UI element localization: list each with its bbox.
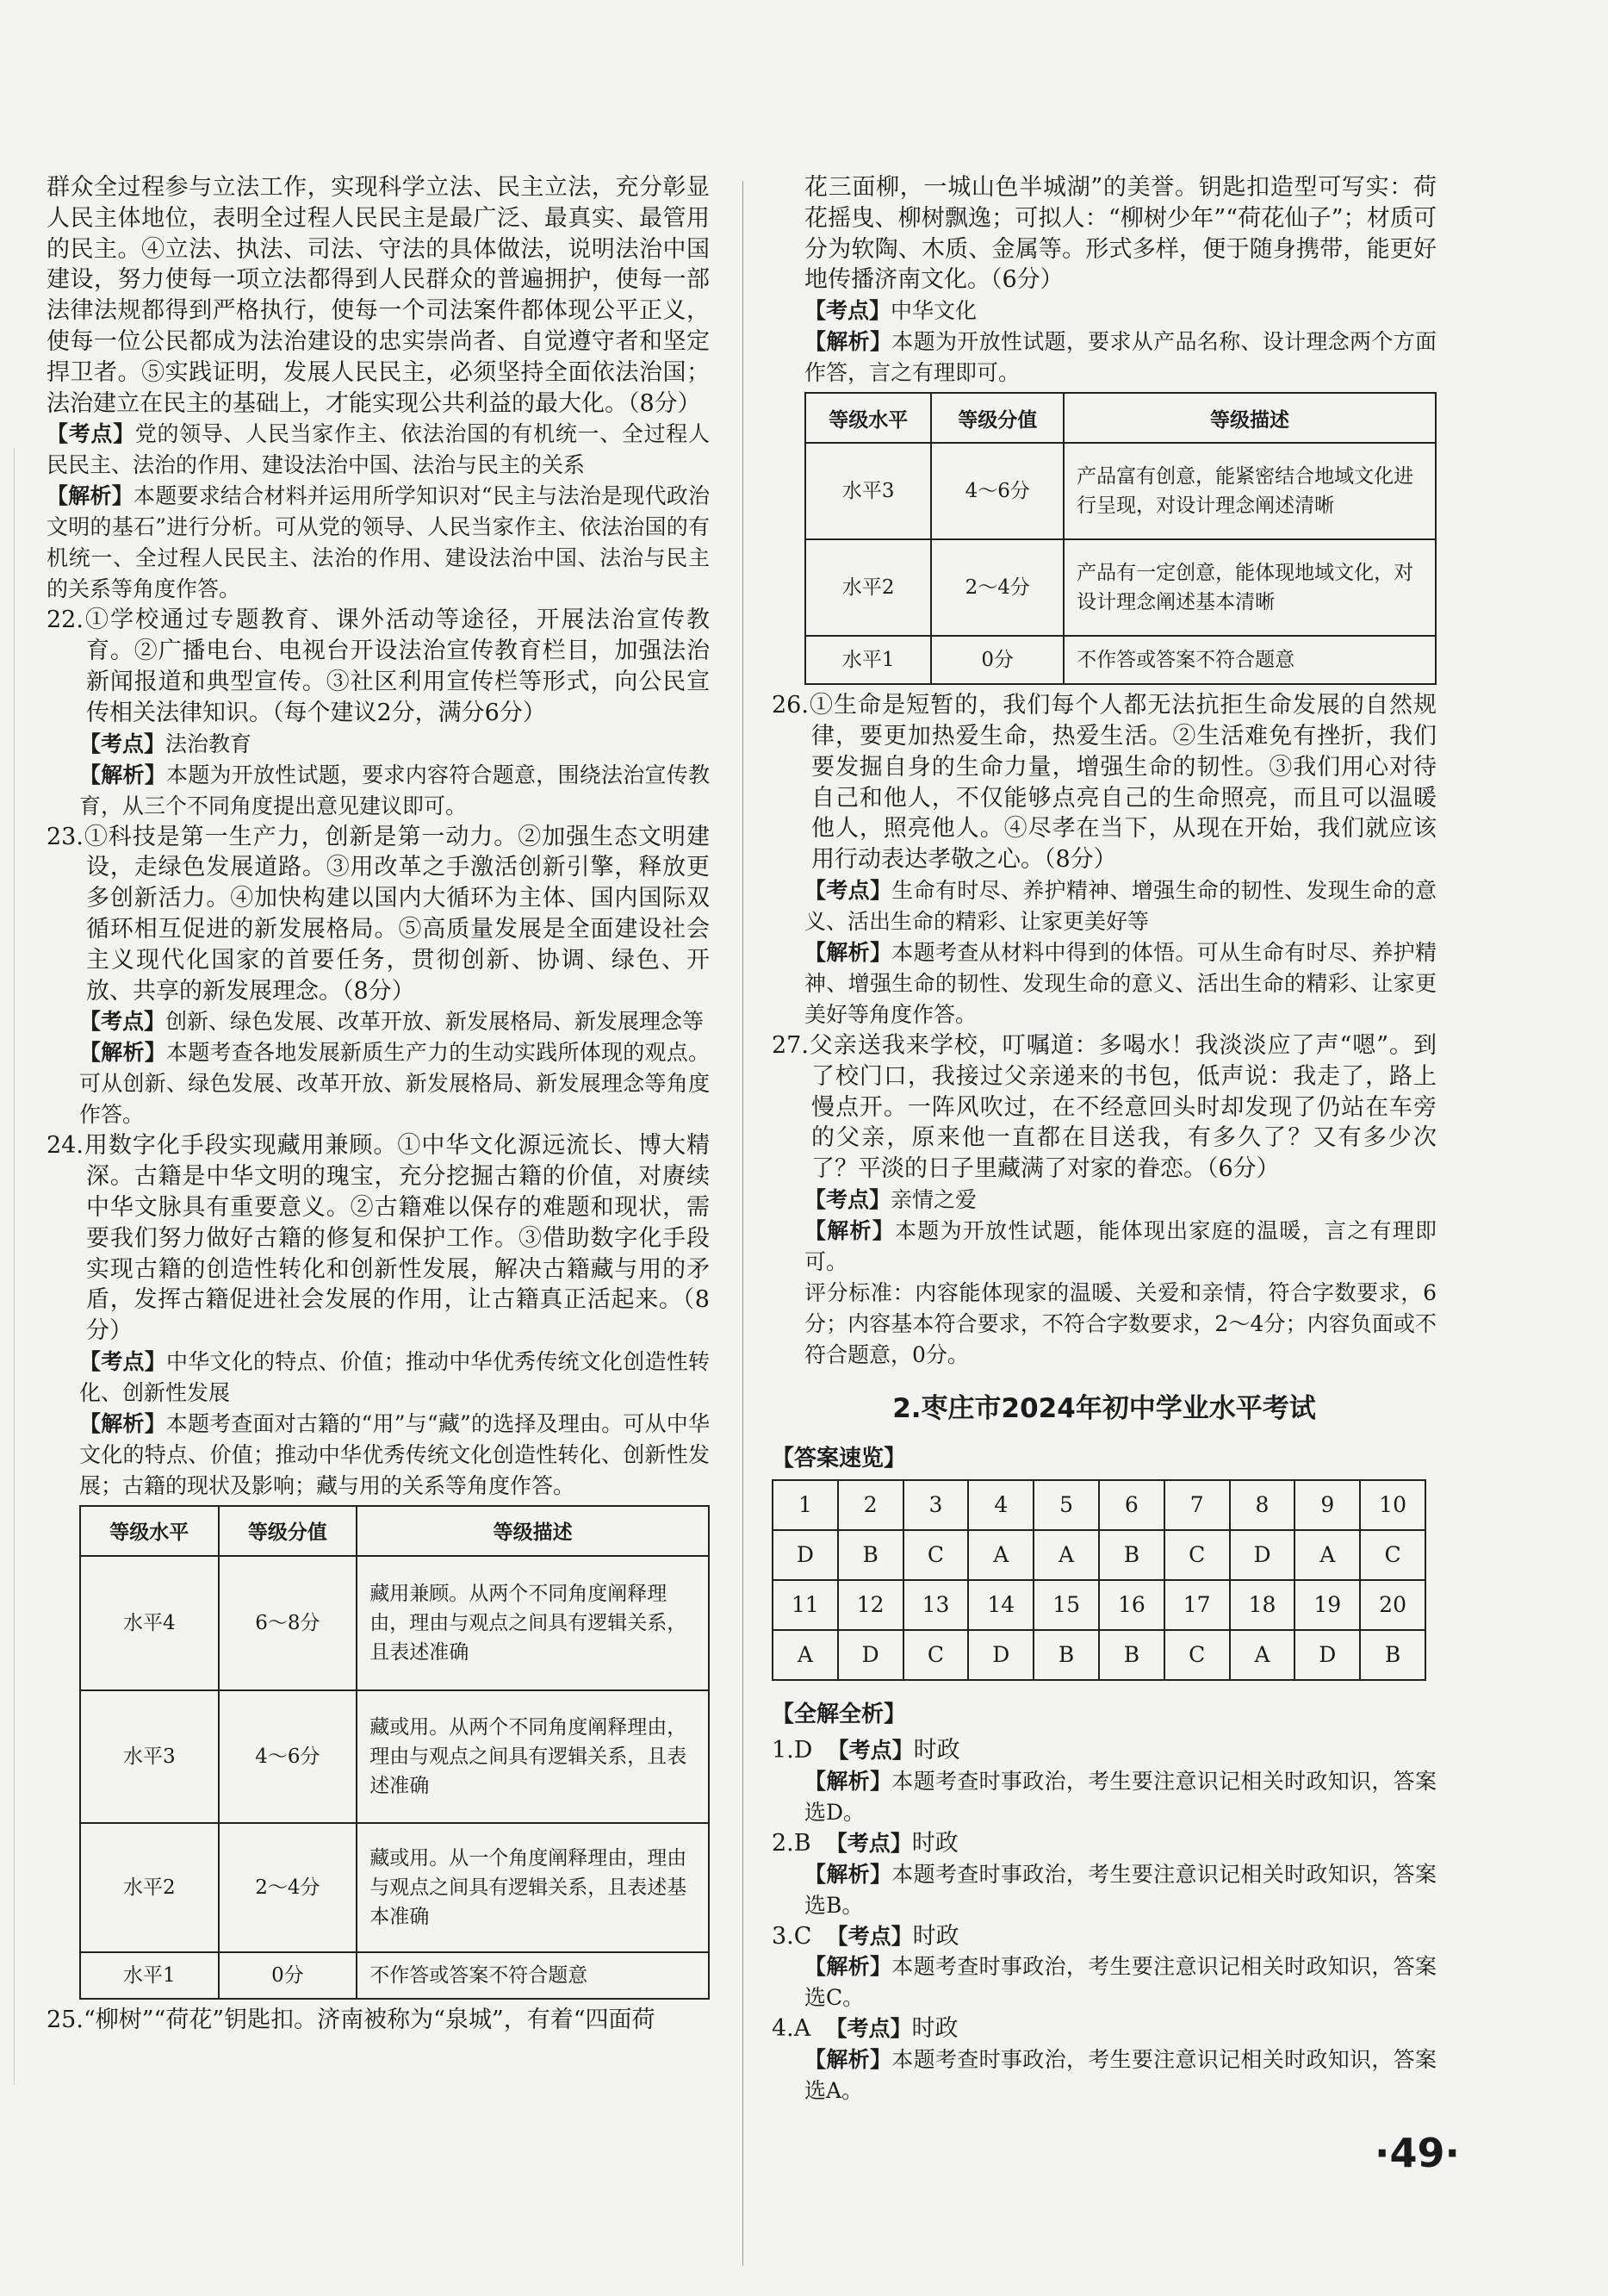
page-edge-line [14, 448, 15, 2085]
table-header: 等级描述 [357, 1506, 709, 1556]
table-row [805, 636, 1436, 684]
answer-letter: A [968, 1530, 1034, 1580]
q26-answer: 26.①生命是短暂的，我们每个人都无法抗拒生命发展的自然规律，要更加热爱生命，热爱生活。②生活难免有挫折，我们要发掘自身的生命力量，增强生命的韧性。③我们用心对待自己和他人，不仅能够点亮自己的生命照亮，而且可以温暖他人，照亮他人。④尽孝在当下，从现在开始，我们就应该用行动表达孝敬之心。（8分） [772, 692, 1437, 874]
jiexi-label: 【解析】 [79, 762, 166, 787]
question-number: 3 [903, 1480, 969, 1530]
q27-scoring: 评分标准：内容能体现家的温暖、关爱和亲情，符合字数要求，6分；内容基本符合要求，不符合字数要求，2～4分；内容负面或不符合题意，0分。 [804, 1279, 1437, 1367]
table-header: 等级水平 [805, 393, 931, 443]
table-header: 等级描述 [1064, 393, 1436, 443]
kaodian-label: 【考点】 [79, 1348, 166, 1374]
answer-letter: D [1294, 1630, 1360, 1680]
kaodian-label: 【考点】 [825, 1830, 912, 1856]
kaodian-label: 【考点】 [79, 731, 166, 756]
jiexi-label: 【解析】 [804, 1217, 896, 1243]
question-number: 8 [1230, 1480, 1295, 1530]
q22-kaodian [47, 729, 710, 760]
answer-letter: A [1230, 1630, 1295, 1680]
jiexi-label: 【解析】 [79, 1040, 166, 1066]
question-number: 10 [1360, 1480, 1425, 1530]
q23-answer: 23.①科技是第一生产力，创新是第一动力。②加强生态文明建设，走绿色发展道路。③用改革之手激活创新引擎，释放更多创新活力。④加快构建以国内大循环为主体、国内国际双循环相互促进的新发展格局。⑤高质量发展是全面建设社会主义现代化国家的首要任务，贯彻创新、协调、绿色、开放、共享的新发展理念。（8分） [47, 823, 710, 1005]
analysis-item-jiexi [772, 1859, 1437, 1921]
jiexi-text: 本题考查时事政治，考生要注意识记相关时政知识，答案选A。 [804, 2047, 1437, 2104]
analysis-item-head [772, 1828, 1437, 1859]
kaodian-text: 创新、绿色发展、改革开放、新发展格局、新发展理念等 [165, 1009, 705, 1035]
q23-kaodian [47, 1006, 710, 1037]
table-row [80, 1556, 709, 1690]
answer-letter: A [773, 1630, 838, 1680]
jiexi-label: 【解析】 [804, 939, 892, 965]
kaodian-label: 【考点】 [804, 1186, 891, 1212]
q25-table-wrap [772, 392, 1437, 685]
kaodian-text: 时政 [912, 1922, 959, 1950]
answer-letter: B [1099, 1530, 1164, 1580]
kaodian-label: 【考点】 [804, 298, 891, 324]
kaodian-label: 【考点】 [826, 1923, 913, 1949]
kaodian-label: 【考点】 [825, 2016, 912, 2042]
q22-jiexi [47, 760, 710, 822]
table-row [805, 539, 1436, 636]
kaodian-text: 时政 [911, 1829, 959, 1857]
question-number: 1 [773, 1480, 838, 1530]
table-row [80, 1952, 709, 1999]
left-column [47, 172, 710, 2036]
answer-letter: D [838, 1630, 903, 1680]
answer-number-row [773, 1580, 1425, 1630]
table-row [80, 1823, 709, 1952]
desc-cell: 不作答或答案不符合题意 [357, 1952, 709, 1999]
desc-cell: 产品有一定创意，能体现地域文化，对设计理念阐述基本清晰 [1064, 539, 1436, 636]
kaodian-label: 【考点】 [827, 1737, 914, 1763]
q22-answer: 22.①学校通过专题教育、课外活动等途径，开展法治宣传教育。②广播电台、电视台开设法治宣传教育栏目，加强法治新闻报道和典型宣传。③社区利用宣传栏等形式，向公民宣传相关法律知识。（每个建议2分，满分6分） [47, 607, 710, 726]
answer-letter: C [903, 1630, 969, 1680]
column-divider [742, 181, 743, 2266]
answer-letter: C [1360, 1530, 1425, 1580]
answer-number-row [773, 1480, 1425, 1530]
jiexi-text: 本题为开放性试题，要求内容符合题意，围绕法治宣传教育，从三个不同角度提出意见建议即可。 [79, 762, 710, 818]
kaodian-text: 法治教育 [165, 731, 252, 756]
table-header: 等级分值 [931, 393, 1064, 443]
table-row [805, 443, 1436, 539]
jiexi-label: 【解析】 [804, 1768, 892, 1794]
question-number: 14 [968, 1580, 1034, 1630]
answer-letter: A [1034, 1530, 1099, 1580]
jiexi-text: 本题为开放性试题，能体现出家庭的温暖，言之有理即可。 [804, 1217, 1437, 1274]
question-number: 4 [968, 1480, 1034, 1530]
q26-jiexi [772, 937, 1437, 1030]
question-number: 15 [1034, 1580, 1099, 1630]
q24-table-wrap [47, 1505, 710, 2000]
jiexi-label: 【解析】 [79, 1410, 166, 1436]
jiexi-text: 本题考查面对古籍的“用”与“藏”的选择及理由。可从中华文化的特点、价值；推动中华优秀传统文化创造性转化、创新性发展；古籍的现状及影响；藏与用的关系等角度作答。 [79, 1410, 710, 1498]
level-cell: 水平1 [805, 636, 931, 684]
kaodian-text: 中华文化 [891, 298, 978, 324]
analysis-item-jiexi [772, 2044, 1437, 2106]
analysis-answer: 4.A [772, 2015, 811, 2043]
page-number: ·49· [1375, 2130, 1460, 2176]
table-header-row [805, 393, 1436, 443]
jiexi-text: 本题考查时事政治，考生要注意识记相关时政知识，答案选C。 [804, 1954, 1437, 2011]
analysis-item-head [772, 1735, 1437, 1766]
analysis-item-jiexi [772, 1766, 1437, 1828]
answer-letter: B [838, 1530, 903, 1580]
score-cell: 0分 [931, 636, 1064, 684]
q21-jiexi [47, 481, 710, 605]
level-cell: 水平2 [80, 1823, 219, 1952]
q24-grading-table [79, 1505, 710, 2000]
q25-kaodian [772, 296, 1437, 327]
analysis-answer: 2.B [772, 1829, 811, 1857]
q21-answer-continued: 群众全过程参与立法工作，实现科学立法、民主立法，充分彰显人民主体地位，表明全过程人民民主是最广泛、最真实、最管用的民主。④立法、执法、司法、守法的具体做法，说明法治中国建设，努力使每一项立法都得到人民群众的普遍拥护，使每一部法律法规都得到严格执行，使每一个司法案件都体现公平正义，使每一位公民都成为法治建设的忠实崇尚者、自觉遵守者和坚定捍卫者。⑤实践证明，发展人民民主，必须坚持全面依法治国；法治建立在民主的基础上，才能实现公共利益的最大化。（8分） [47, 174, 710, 417]
desc-cell: 藏或用。从两个不同角度阐释理由，理由与观点之间具有逻辑关系，且表述准确 [357, 1690, 709, 1823]
answer-letter-row [773, 1530, 1425, 1580]
answer-letter: A [1294, 1530, 1360, 1580]
jiexi-label: 【解析】 [47, 483, 133, 509]
table-header-row [80, 1506, 709, 1556]
answer-letter: C [903, 1530, 969, 1580]
level-cell: 水平2 [805, 539, 931, 636]
q25-answer-continued: 花三面柳，一城山色半城湖”的美誉。钥匙扣造型可写实：荷花摇曳、柳树飘逸；可拟人：“柳树少年”“荷花仙子”；材质可分为软陶、木质、金属等。形式多样，便于随身携带，能更好地传播济南文化。（6分） [804, 174, 1437, 294]
q25-answer-start: 25.“柳树”“荷花”钥匙扣。济南被称为“泉城”，有着“四面荷 [47, 2006, 655, 2033]
q27-kaodian [772, 1185, 1437, 1216]
question-number: 18 [1230, 1580, 1295, 1630]
right-column [772, 172, 1437, 2106]
section-title: 2.枣庄市2024年初中学业水平考试 [892, 1392, 1316, 1424]
jiexi-label: 【解析】 [804, 1954, 892, 1980]
table-header: 等级分值 [219, 1506, 357, 1556]
q21-kaodian [47, 419, 710, 481]
question-number: 9 [1294, 1480, 1360, 1530]
jiexi-text: 本题考查时事政治，考生要注意识记相关时政知识，答案选B。 [804, 1861, 1437, 1918]
q24-jiexi [47, 1409, 710, 1502]
score-cell: 2～4分 [219, 1823, 357, 1952]
analysis-item-head [772, 1921, 1437, 1952]
jiexi-label: 【解析】 [804, 329, 892, 355]
kaodian-text: 党的领导、人民当家作主、依法治国的有机统一、全过程人民民主、法治的作用、建设法治中国、法治与民主的关系 [47, 421, 710, 478]
question-number: 17 [1164, 1580, 1230, 1630]
jiexi-text: 本题考查时事政治，考生要注意识记相关时政知识，答案选D。 [804, 1768, 1437, 1825]
table-row [80, 1690, 709, 1823]
kaodian-label: 【考点】 [79, 1009, 166, 1035]
question-number: 7 [1164, 1480, 1230, 1530]
score-cell: 0分 [219, 1952, 357, 1999]
score-cell: 6～8分 [219, 1556, 357, 1690]
question-number: 16 [1099, 1580, 1164, 1630]
quick-answers-label: 【答案速览】 [772, 1445, 907, 1472]
answer-letter: D [773, 1530, 838, 1580]
kaodian-text: 时政 [911, 2015, 959, 2043]
score-cell: 2～4分 [931, 539, 1064, 636]
answer-letter: C [1164, 1630, 1230, 1680]
analysis-item-head [772, 2013, 1437, 2044]
answer-letter: B [1034, 1630, 1099, 1680]
desc-cell: 藏用兼顾。从两个不同角度阐释理由，理由与观点之间具有逻辑关系，且表述准确 [357, 1556, 709, 1690]
level-cell: 水平3 [80, 1690, 219, 1823]
q27-jiexi [772, 1216, 1437, 1278]
question-number: 19 [1294, 1580, 1360, 1630]
jiexi-text: 本题考查各地发展新质生产力的生动实践所体现的观点。可从创新、绿色发展、改革开放、新发展格局、新发展理念等角度作答。 [79, 1040, 710, 1128]
q26-kaodian [772, 875, 1437, 937]
question-number: 12 [838, 1580, 903, 1630]
answer-letter: D [1230, 1530, 1295, 1580]
score-cell: 4～6分 [931, 443, 1064, 539]
table-header: 等级水平 [80, 1506, 219, 1556]
question-number: 2 [838, 1480, 903, 1530]
question-number: 6 [1099, 1480, 1164, 1530]
answer-letter: B [1099, 1630, 1164, 1680]
analysis-answer: 3.C [772, 1922, 812, 1950]
question-number: 20 [1360, 1580, 1425, 1630]
q24-kaodian [47, 1347, 710, 1409]
kaodian-text: 时政 [913, 1736, 960, 1764]
jiexi-text: 本题要求结合材料并运用所学知识对“民主与法治是现代政治文明的基石”进行分析。可从党的领导、人民当家作主、依法治国的有机统一、全过程人民民主、法治的作用、建设法治中国、法治与民主的关系等角度作答。 [47, 483, 710, 602]
q25-jiexi [772, 327, 1437, 389]
q25-grading-table [804, 392, 1437, 685]
score-cell: 4～6分 [219, 1690, 357, 1823]
desc-cell: 不作答或答案不符合题意 [1064, 636, 1436, 684]
q23-jiexi [47, 1037, 710, 1130]
level-cell: 水平1 [80, 1952, 219, 1999]
question-number: 5 [1034, 1480, 1099, 1530]
kaodian-label: 【考点】 [804, 877, 892, 903]
q27-answer: 27.父亲送我来学校，叮嘱道：多喝水！我淡淡应了声“嗯”。到了校门口，我接过父亲递来的书包，低声说：我走了，路上慢点开。一阵风吹过，在不经意回头时却发现了仍站在车旁的父亲，原来他一直都在目送我，有多久了？又有多少次了？平淡的日子里藏满了对家的眷恋。（6分） [772, 1031, 1437, 1183]
jiexi-label: 【解析】 [804, 1861, 892, 1887]
desc-cell: 藏或用。从一个角度阐释理由，理由与观点之间具有逻辑关系，且表述基本准确 [357, 1823, 709, 1952]
kaodian-text: 生命有时尽、养护精神、增强生命的韧性、发现生命的意义、活出生命的精彩、让家更美好等 [804, 877, 1437, 934]
level-cell: 水平4 [80, 1556, 219, 1690]
level-cell: 水平3 [805, 443, 931, 539]
answer-letter-row [773, 1630, 1425, 1680]
answer-letter: D [968, 1630, 1034, 1680]
question-number: 13 [903, 1580, 969, 1630]
q24-answer: 24.用数字化手段实现藏用兼顾。①中华文化源远流长、博大精深。古籍是中华文明的瑰宝，充分挖掘古籍的价值，对赓续中华文脉具有重要意义。②古籍难以保存的难题和现状，需要我们努力做好古籍的修复和保护工作。③借助数字化手段实现古籍的创造性转化和创新性发展，解决古籍藏与用的矛盾，发挥古籍促进社会发展的作用，让古籍真正活起来。（8分） [47, 1132, 710, 1345]
desc-cell: 产品富有创意，能紧密结合地域文化进行呈现，对设计理念阐述清晰 [1064, 443, 1436, 539]
answer-table [772, 1479, 1426, 1681]
jiexi-text: 本题为开放性试题，要求从产品名称、设计理念两个方面作答，言之有理即可。 [804, 329, 1437, 386]
analysis-answer: 1.D [772, 1736, 813, 1764]
answer-letter: B [1360, 1630, 1425, 1680]
kaodian-label: 【考点】 [47, 421, 135, 447]
jiexi-label: 【解析】 [804, 2047, 892, 2073]
full-analysis-label: 【全解全析】 [772, 1701, 907, 1727]
jiexi-text: 本题考查从材料中得到的体悟。可从生命有时尽、养护精神、增强生命的韧性、发现生命的意义、活出生命的精彩、让家更美好等角度作答。 [804, 939, 1437, 1027]
question-number: 11 [773, 1580, 838, 1630]
analysis-item-jiexi [772, 1951, 1437, 2013]
kaodian-text: 亲情之爱 [891, 1186, 978, 1212]
kaodian-text: 中华文化的特点、价值；推动中华优秀传统文化创造性转化、创新性发展 [79, 1348, 710, 1405]
answer-letter: C [1164, 1530, 1230, 1580]
